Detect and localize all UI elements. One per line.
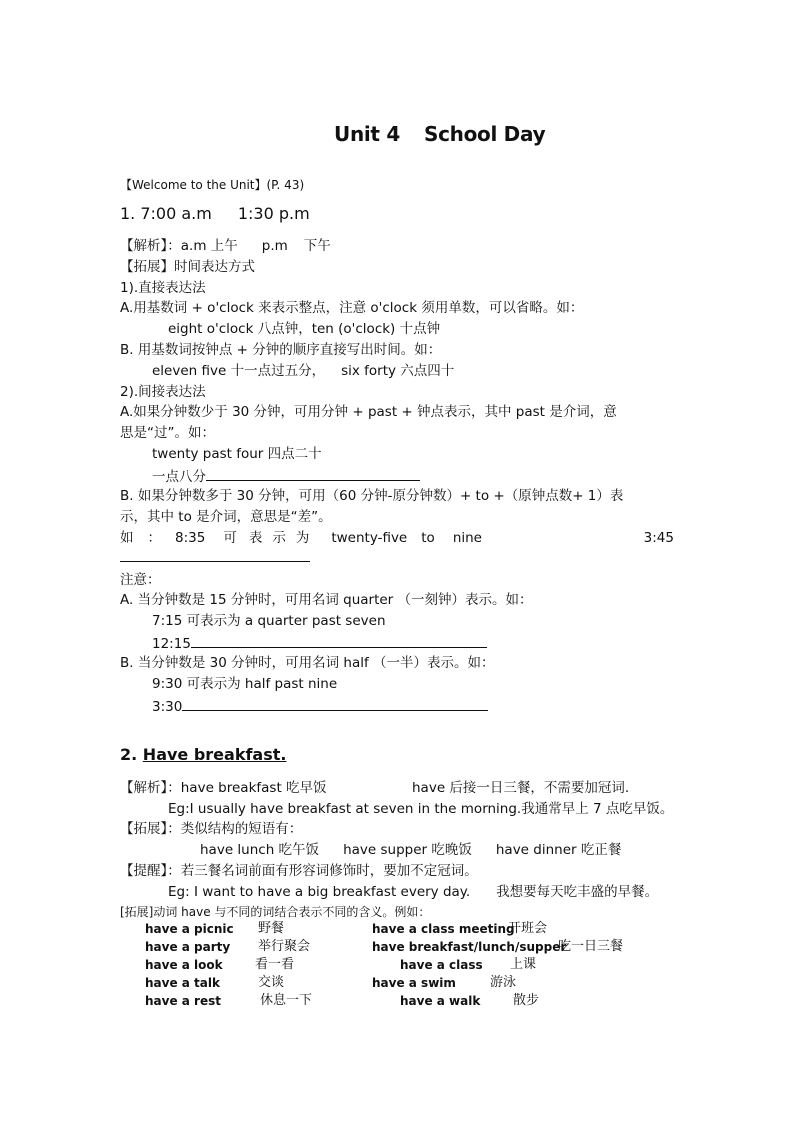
fill-blank-3-30: 3:30 <box>152 696 488 716</box>
table-cell: 吃一日三餐 <box>558 939 624 954</box>
table-cell: have a picnic <box>145 922 234 936</box>
item1-heading: 1. 7:00 a.m 1:30 p.m <box>120 204 310 223</box>
answer-blank[interactable] <box>182 696 488 711</box>
item2-reminder: 【提醒】：若三餐名词前面有形容词修饰时，要加不定冠词。 <box>120 863 478 879</box>
table-cell: have breakfast/lunch/supper <box>372 940 567 954</box>
table-cell: have a swim <box>372 976 456 990</box>
page-title <box>334 122 545 146</box>
unit-number: Unit 4 <box>334 122 400 146</box>
table-cell: have a rest <box>145 994 221 1008</box>
table-cell: 看一看 <box>255 957 295 972</box>
fill-blank-12-15: 12:15 <box>152 633 487 653</box>
table-cell: 散步 <box>513 993 540 1008</box>
fill-blank-1-08: 一点八分 <box>152 466 420 486</box>
note-label: 注意： <box>120 572 161 588</box>
indirect-rule-b-2: 示，其中 to 是介词，意思是“差”。 <box>120 509 332 525</box>
table-cell: have a class meeting <box>372 922 515 936</box>
direct-rule-a: A.用基数词 + o'clock 来表示整点，注意 o'clock 须用单数，可以省略。如： <box>120 300 584 316</box>
table-cell: have a class <box>400 958 483 972</box>
item1-extension: 【拓展】时间表达方式 <box>120 259 255 275</box>
note-rule-a: A. 当分钟数是 15 分钟时，可用名词 quarter （一刻钟）表示。如： <box>120 592 533 608</box>
indirect-example-b: 如 ： 8:35 可 表 示 为 twenty-five to nine 3:45 <box>120 530 674 546</box>
table-cell: 交谈 <box>258 975 285 990</box>
answer-blank[interactable] <box>191 633 487 648</box>
table-cell: have a party <box>145 940 231 954</box>
table-cell: 游泳 <box>490 975 517 990</box>
item2-example-2: Eg: I want to have a big breakfast every day. 我想要每天吃丰盛的早餐。 <box>168 884 659 900</box>
indirect-example-a: twenty past four 四点二十 <box>152 446 322 462</box>
unit-name: School Day <box>423 122 546 146</box>
indirect-rule-a-2: 思是“过”。如： <box>120 425 215 441</box>
answer-blank-line[interactable] <box>120 547 310 567</box>
answer-blank[interactable] <box>206 466 420 481</box>
indirect-rule-a-1: A.如果分钟数少于 30 分钟，可用分钟 + past + 钟点表示，其中 past 是介词，意 <box>120 404 617 420</box>
direct-rule-b: B. 用基数词按钟点 + 分钟的顺序直接写出时间。如： <box>120 342 442 358</box>
table-cell: have a look <box>145 958 223 972</box>
section-header: 【Welcome to the Unit】(P. 43) <box>120 178 305 192</box>
item2-example-1: Eg:I usually have breakfast at seven in the morning.我通常早上 7 点吃早饭。 <box>168 801 674 817</box>
item2-extension: 【拓展】：类似结构的短语有： <box>120 821 303 837</box>
table-cell: 开班会 <box>508 921 548 936</box>
item1-analysis: 【解析】：a.m 上午 p.m 下午 <box>120 238 331 254</box>
table-cell: have a talk <box>145 976 220 990</box>
indirect-method-title: 2).间接表达法 <box>120 384 206 400</box>
note-example-a: 7:15 可表示为 a quarter past seven <box>152 613 386 629</box>
note-example-b: 9:30 可表示为 half past nine <box>152 676 338 692</box>
indirect-rule-b-1: B. 如果分钟数多于 30 分钟，可用（60 分钟-原分钟数）+ to +（原钟点数+ 1）表 <box>120 488 624 504</box>
item2-analysis: 【解析】：have breakfast 吃早饭 have 后接一日三餐，不需要加冠词. <box>120 780 630 796</box>
table-cell: 野餐 <box>258 921 285 936</box>
table-cell: 上课 <box>510 957 537 972</box>
item2-phrases: have lunch 吃午饭 have supper 吃晚饭 have dinner 吃正餐 <box>200 842 622 858</box>
item2-heading: 2. Have breakfast. <box>120 745 287 764</box>
direct-example-a: eight o'clock 八点钟，ten (o'clock) 十点钟 <box>168 321 441 337</box>
note-rule-b: B. 当分钟数是 30 分钟时，可用名词 half （一半）表示。如： <box>120 655 495 671</box>
table-cell: 举行聚会 <box>258 939 311 954</box>
table-cell: 休息一下 <box>260 993 313 1008</box>
table-cell: have a walk <box>400 994 481 1008</box>
item2-extension-have: [拓展]动词 have 与不同的词结合表示不同的含义。例如： <box>120 905 431 919</box>
direct-example-b: eleven five 十一点过五分， six forty 六点四十 <box>152 363 455 379</box>
direct-method-title: 1).直接表达法 <box>120 280 206 296</box>
